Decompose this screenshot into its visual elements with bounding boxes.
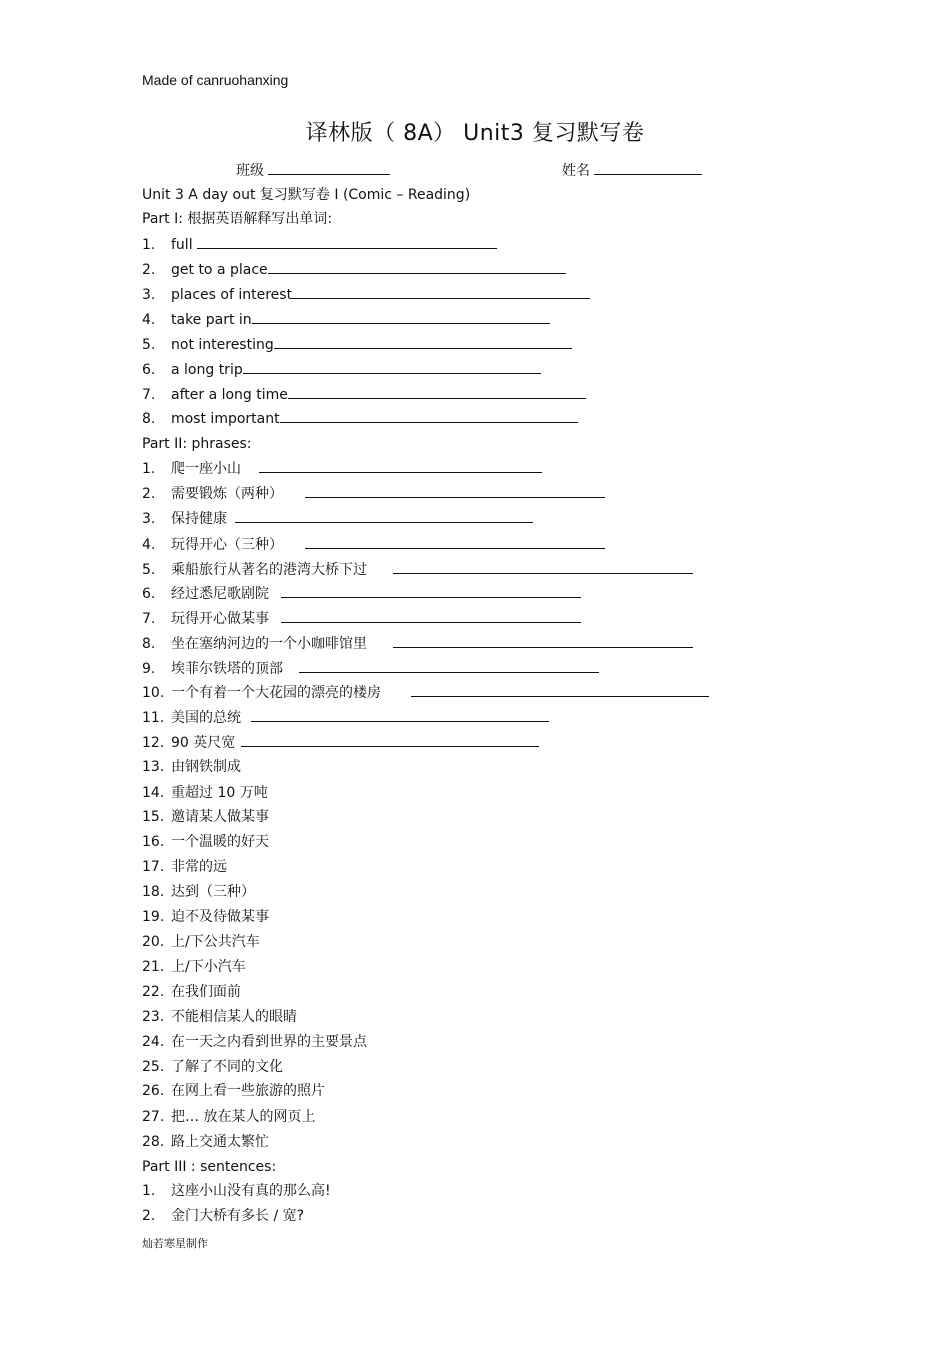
- part2-item: [142, 807, 269, 827]
- class-blank[interactable]: [268, 160, 390, 175]
- part2-item: [142, 707, 549, 727]
- part2-item: [142, 732, 539, 752]
- item-text: 爬一座小山: [171, 461, 241, 477]
- item-text: not interesting: [171, 337, 274, 353]
- item-number: 19.: [142, 909, 165, 925]
- part2-item: [142, 1107, 315, 1127]
- part2-item: [142, 534, 605, 554]
- item-number: 23.: [142, 1009, 165, 1025]
- answer-blank[interactable]: [259, 458, 542, 473]
- name-blank[interactable]: [594, 160, 702, 175]
- answer-blank[interactable]: [251, 707, 549, 722]
- part2-item: [142, 483, 605, 503]
- part2-item: [142, 658, 599, 678]
- part2-item: [142, 682, 709, 702]
- answer-blank[interactable]: [299, 658, 599, 673]
- part1-item: [142, 309, 550, 329]
- part2-item: [142, 458, 542, 478]
- answer-blank[interactable]: [235, 508, 533, 523]
- item-number: 5.: [142, 562, 156, 578]
- answer-blank[interactable]: [393, 559, 693, 574]
- answer-blank[interactable]: [292, 284, 590, 299]
- item-number: 18.: [142, 884, 165, 900]
- item-text: 路上交通太繁忙: [171, 1134, 269, 1150]
- item-text: 埃菲尔铁塔的顶部: [171, 661, 283, 677]
- item-number: 6.: [142, 362, 156, 378]
- item-text: 乘船旅行从著名的港湾大桥下过: [171, 562, 367, 578]
- item-text: 迫不及待做某事: [171, 909, 269, 925]
- item-text: 在一天之内看到世界的主要景点: [171, 1034, 367, 1050]
- item-text: places of interest: [171, 287, 293, 303]
- part2-item: [142, 832, 269, 852]
- part1-item: [142, 284, 590, 304]
- answer-blank[interactable]: [268, 259, 566, 274]
- part2-item: [142, 559, 693, 579]
- item-number: 13.: [142, 759, 165, 775]
- answer-blank[interactable]: [197, 234, 497, 249]
- part2-item: [142, 857, 227, 877]
- item-number: 21.: [142, 959, 165, 975]
- item-number: 3.: [142, 287, 156, 303]
- item-text: 在网上看一些旅游的照片: [171, 1083, 325, 1099]
- item-number: 14.: [142, 785, 165, 801]
- part2-item: [142, 1081, 325, 1101]
- page-title: 译林版（ 8A） Unit3 复习默写卷: [305, 121, 645, 146]
- item-number: 28.: [142, 1134, 165, 1150]
- item-text: 非常的远: [171, 859, 227, 875]
- answer-blank[interactable]: [288, 384, 586, 399]
- item-number: 1.: [142, 461, 156, 477]
- item-number: 15.: [142, 809, 165, 825]
- item-text: 上/下小汽车: [171, 959, 246, 975]
- item-text: most important: [171, 411, 280, 427]
- part2-heading: Part II: phrases:: [142, 436, 252, 452]
- item-text: 保持健康: [171, 511, 227, 527]
- item-text: 由钢铁制成: [171, 759, 241, 775]
- item-number: 26.: [142, 1083, 165, 1099]
- name-label: 姓名: [562, 163, 590, 179]
- part2-item: [142, 508, 533, 528]
- item-number: 3.: [142, 511, 156, 527]
- item-text: 重超过 10 万吨: [171, 785, 268, 801]
- item-text: full: [171, 237, 198, 253]
- answer-blank[interactable]: [252, 309, 550, 324]
- item-number: 22.: [142, 984, 165, 1000]
- item-number: 7.: [142, 611, 156, 627]
- item-text: 美国的总统: [171, 710, 241, 726]
- header-note: Made of canruohanxing: [142, 72, 289, 88]
- part2-item: [142, 982, 241, 1002]
- item-text: 玩得开心做某事: [171, 611, 269, 627]
- part2-item: [142, 1007, 297, 1027]
- item-number: 4.: [142, 312, 156, 328]
- item-text: take part in: [171, 312, 252, 328]
- subtitle: Unit 3 A day out 复习默写卷 I (Comic – Reading): [142, 187, 471, 203]
- item-number: 4.: [142, 537, 156, 553]
- item-text: 把… 放在某人的网页上: [171, 1109, 316, 1125]
- name-field: [562, 160, 702, 180]
- part2-item: [142, 608, 581, 628]
- part2-item: [142, 1057, 283, 1077]
- item-text: 一个温暖的好天: [171, 834, 269, 850]
- class-label: 班级: [236, 163, 264, 179]
- item-text: 需要锻炼（两种）: [171, 486, 283, 502]
- part2-item: [142, 583, 581, 603]
- part2-item: [142, 957, 246, 977]
- item-number: 2.: [142, 486, 156, 502]
- item-text: 坐在塞纳河边的一个小咖啡馆里: [171, 636, 367, 652]
- part1-item: [142, 359, 541, 379]
- part1-item: [142, 259, 566, 279]
- part2-item: [142, 1032, 367, 1052]
- item-number: 7.: [142, 387, 156, 403]
- answer-blank[interactable]: [305, 534, 605, 549]
- item-number: 25.: [142, 1059, 165, 1075]
- item-number: 10.: [142, 685, 165, 701]
- item-number: 2.: [142, 262, 156, 278]
- item-number: 17.: [142, 859, 165, 875]
- item-number: 12.: [142, 735, 165, 751]
- item-text: 邀请某人做某事: [171, 809, 269, 825]
- part3-heading: Part III : sentences:: [142, 1159, 277, 1175]
- class-field: [236, 160, 390, 180]
- item-text: 经过悉尼歌剧院: [171, 586, 269, 602]
- item-text: 金门大桥有多长 / 宽?: [171, 1208, 305, 1224]
- part1-item: [142, 384, 586, 404]
- item-text: a long trip: [171, 362, 243, 378]
- answer-blank[interactable]: [243, 359, 541, 374]
- footer-note: 灿若寒星制作: [142, 1237, 208, 1250]
- item-number: 6.: [142, 586, 156, 602]
- part3-item: [142, 1181, 331, 1201]
- item-number: 1.: [142, 1183, 156, 1199]
- item-number: 24.: [142, 1034, 165, 1050]
- item-text: 达到（三种）: [171, 884, 255, 900]
- item-text: 了解了不同的文化: [171, 1059, 283, 1075]
- answer-blank[interactable]: [280, 408, 578, 423]
- answer-blank[interactable]: [281, 608, 581, 623]
- item-text: 不能相信某人的眼睛: [171, 1009, 297, 1025]
- item-text: get to a place: [171, 262, 268, 278]
- part2-item: [142, 633, 693, 653]
- item-text: 一个有着一个大花园的漂亮的楼房: [171, 685, 381, 701]
- item-number: 16.: [142, 834, 165, 850]
- part2-item: [142, 1132, 269, 1152]
- item-number: 1.: [142, 237, 156, 253]
- part1-item: [142, 234, 497, 254]
- part1-heading: Part I: 根据英语解释写出单词:: [142, 211, 333, 227]
- part2-item: [142, 757, 241, 777]
- answer-blank[interactable]: [281, 583, 581, 598]
- item-text: after a long time: [171, 387, 288, 403]
- part2-item: [142, 932, 260, 952]
- part1-item: [142, 408, 578, 428]
- part1-item: [142, 334, 572, 354]
- answer-blank[interactable]: [305, 483, 605, 498]
- answer-blank[interactable]: [393, 633, 693, 648]
- item-number: 2.: [142, 1208, 156, 1224]
- item-number: 9.: [142, 661, 156, 677]
- item-number: 27.: [142, 1109, 165, 1125]
- item-number: 8.: [142, 411, 156, 427]
- item-number: 11.: [142, 710, 165, 726]
- item-text: 这座小山没有真的那么高!: [171, 1183, 331, 1199]
- item-number: 5.: [142, 337, 156, 353]
- item-number: 20.: [142, 934, 165, 950]
- item-number: 8.: [142, 636, 156, 652]
- item-text: 90 英尺宽: [171, 735, 236, 751]
- item-text: 在我们面前: [171, 984, 241, 1000]
- answer-blank[interactable]: [411, 682, 709, 697]
- part3-item: [142, 1206, 304, 1226]
- item-text: 上/下公共汽车: [171, 934, 260, 950]
- item-text: 玩得开心（三种）: [171, 537, 283, 553]
- answer-blank[interactable]: [241, 732, 539, 747]
- answer-blank[interactable]: [274, 334, 572, 349]
- part2-item: [142, 907, 269, 927]
- part2-item: [142, 783, 268, 803]
- part2-item: [142, 882, 255, 902]
